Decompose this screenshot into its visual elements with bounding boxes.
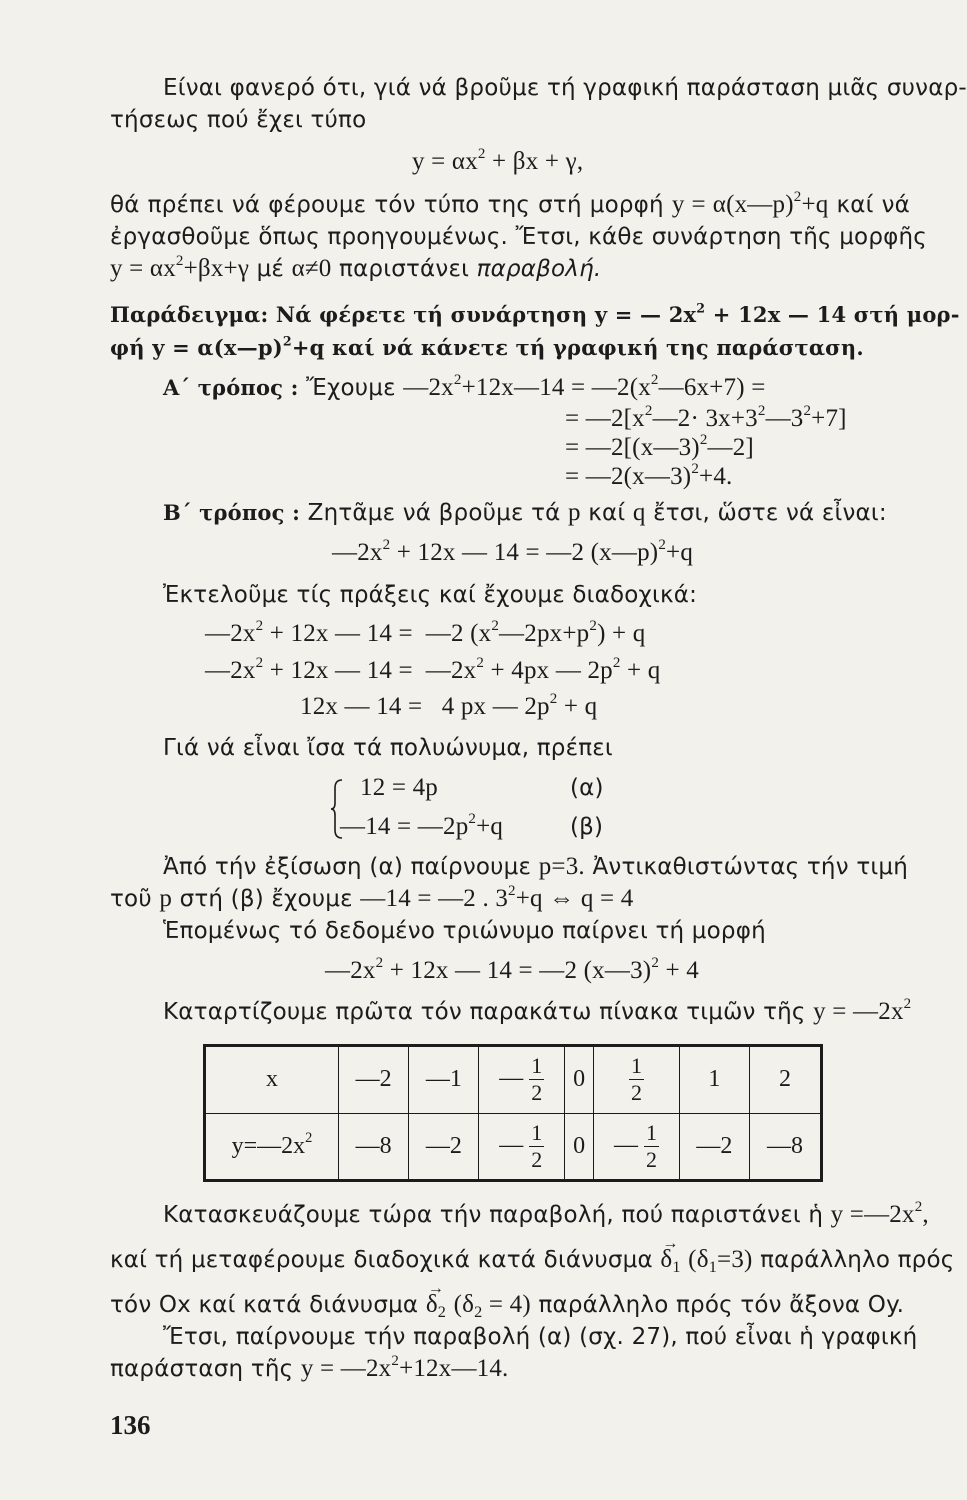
construct-line-4: Ἔτσι, παίρνουμε τήν παραβολή (α) (σχ. 27), πού εἶναι ἡ γραφική — [163, 1324, 918, 1350]
page-number: 136 — [110, 1410, 151, 1440]
fraction: $\frac{1}{2}$ — [531, 1053, 543, 1106]
table-cell: —8 — [750, 1113, 822, 1181]
table-cell: —2 — [679, 1113, 749, 1181]
from-line-1: Ἀπό τήν ἐξίσωση (α) παίρνουμε p=3. Ἀντικαθιστώντας τήν τιμή — [163, 853, 908, 880]
formula-general: $y = \alpha x^2 + \beta x + \gamma$, — [412, 145, 584, 175]
term-parabola: παραβολή. — [476, 256, 602, 282]
table-cell: —2 — [409, 1113, 479, 1181]
table-cell: 1 — [679, 1046, 749, 1114]
construct-line-1: Κατασκευάζουμε τώρα τήν παραβολή, πού παριστάνει ἡ $y =—2x^2$, — [163, 1198, 929, 1228]
construct-line-5: παράσταση τῆς $y = —2x^2+12x—14$. — [110, 1352, 509, 1382]
intro-line-4: θά πρέπει νά φέρουμε τόν τύπο της στή μορφή y = α(x—p)$^2$+q καί νά — [110, 188, 910, 218]
construct-line-3: τόν Ox καί κατά $\delta\iota ά\nu\upsilon\sigma\mu\alpha \to \delta_2$ $(\delta_2 = 4)$ παράλληλο πρός τόν ἄξονα Oy. — [110, 1290, 904, 1320]
method-b-equation: $—2x^2 + 12x$ — 14 = —2 (x—p)$^2$+q — [332, 536, 694, 566]
from-line-2: τοῦ p στή (β) ἔχουμε —14 = —2 . $3^2+q$ ⇔ q = 4 — [110, 882, 634, 912]
table-cell: 0 — [565, 1046, 594, 1114]
method-b-label: Β΄ τρόπος : — [163, 500, 301, 525]
method-a-line-1: Α΄ τρόπος : Ἔχουμε $—2x^2+12x—14$ = $—2(x^2—6x+7)$ = — [163, 371, 766, 401]
table-header-x: x — [205, 1046, 339, 1114]
method-a-line-3: = —2[(x—3)$^2$—2] — [565, 431, 754, 461]
table-cell: 2 — [750, 1046, 822, 1114]
fraction: $\frac{1}{2}$ — [645, 1119, 657, 1172]
expansion-2: $—2x^2 + 12x$ — $14 = —2x^2 + 4px$ — $2p^2 + q$ — [205, 654, 661, 684]
intro-line-6: $y = \alpha x^2+\beta x+\gamma$ μέ α≠0 παριστάνει παραβολή. — [110, 252, 602, 282]
method-a-label: Α΄ τρόπος : — [163, 375, 299, 400]
fraction: $\frac{1}{2}$ — [630, 1053, 642, 1106]
table-cell: —1 — [409, 1046, 479, 1114]
system-eq-2: —14 = $—2p^2+q$ — [340, 810, 504, 840]
execute-line: Ἐκτελοῦμε τίς πράξεις καί ἔχουμε διαδοχικά: — [163, 582, 698, 608]
result-equation: $—2x^2 + 12x$ — 14 = —2 (x—3)$^2$ + 4 — [325, 954, 699, 984]
table-cell: —8 — [339, 1113, 409, 1181]
table-cell — [594, 1046, 680, 1114]
table-cell: —2 — [339, 1046, 409, 1114]
system-eq-1: 12 = 4p — [360, 774, 438, 801]
construct-line-2: καί τή μεταφέρουμε διαδοχικά κατά $\delta\iota ά\nu\upsilon\sigma\mu\alpha \to \delta_1$ $(\delta_1=3)$ παράλληλο πρός — [110, 1245, 908, 1275]
hence-line: Ἑπομένως τό δεδομένο τριώνυμο παίρνει τή μορφή — [163, 918, 766, 944]
poly-line: Γιά νά εἶναι ἴσα τά πολυώνυμα, πρέπει — [163, 735, 613, 761]
table-cell: 0 — [565, 1113, 594, 1181]
table-cell: — $\frac{1}{2}$ — [594, 1113, 680, 1181]
example-line-2: φή y = α(x—p)$^2$+q καί νά κάνετε τή γραφική της παράσταση. — [110, 333, 864, 360]
table-cell: — $\frac{1}{2}$ — [479, 1046, 565, 1114]
table-row-x — [205, 1046, 822, 1114]
intro-line-5: ἐργασθοῦμε ὅπως προηγουμένως. Ἔτσι, κάθε συνάρτηση τῆς μορφῆς — [110, 224, 927, 250]
intro-line-1: Είναι φανερό ότι, γιά νά βροῦμε τή γραφική παράσταση μιᾶς συναρ- — [163, 75, 967, 101]
expansion-3: 12x — 14 = 4 px — $2p^2 + q$ — [300, 690, 598, 720]
expansion-1: $—2x^2 + 12x$ — 14 = —2 $(x^2—2px+p^2) + q$ — [205, 617, 646, 647]
system-label-b: (β) — [570, 814, 604, 840]
example-line-1: Παράδειγμα: Νά φέρετε τή συνάρτηση y = — $2x^2 + 12x$ — 14 στή μορ- — [110, 300, 960, 327]
method-b-line-1: Β΄ τρόπος : Ζητᾶμε νά βροῦμε τά p καί q ἔτσι, ὥστε νά εἶναι: — [163, 499, 887, 526]
intro-line-2: τήσεως πού ἔχει τύπο — [110, 107, 367, 133]
table-row-y — [205, 1113, 822, 1181]
table-intro-line: Καταρτίζουμε πρῶτα τόν παρακάτω πίνακα τιμῶν τῆς $y = —2x^2$ — [163, 995, 912, 1025]
system-label-a: (α) — [570, 775, 604, 801]
table-cell: — $\frac{1}{2}$ — [479, 1113, 565, 1181]
values-table — [203, 1044, 823, 1182]
fraction: $\frac{1}{2}$ — [531, 1119, 543, 1172]
method-a-line-4: = —2(x—3)$^2$+4. — [565, 460, 733, 490]
method-a-line-2: = $—2[x^2—2\cdot$ $3x+3^2—3^2+7$] — [565, 402, 847, 432]
table-header-y: $y=—2x^2$ — [205, 1113, 339, 1181]
